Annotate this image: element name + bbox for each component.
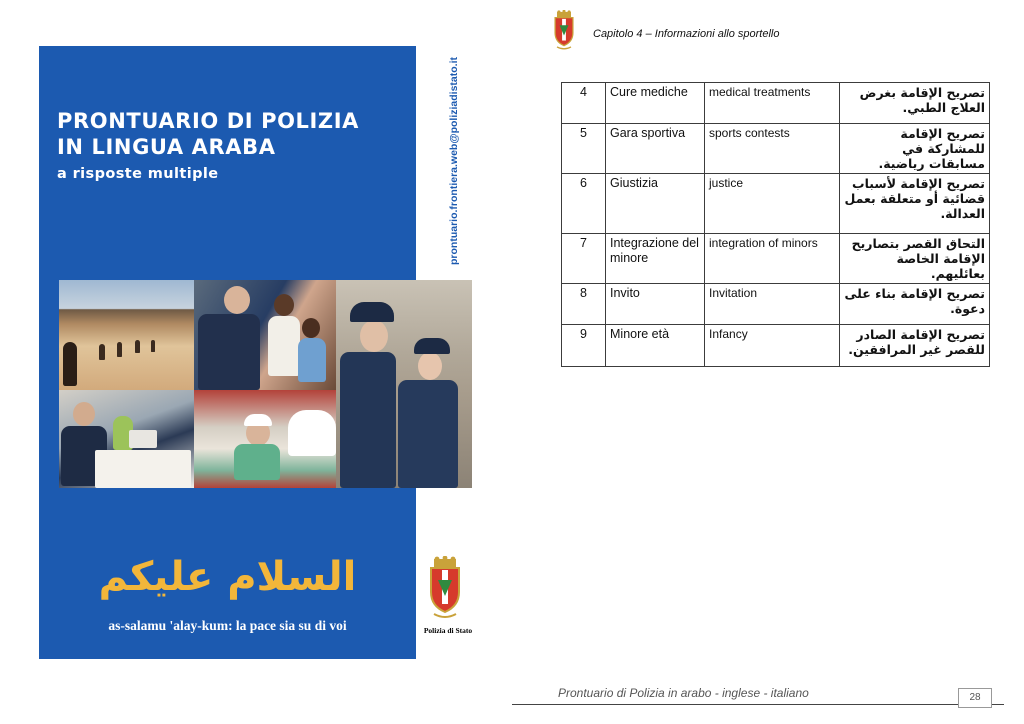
greeting-transliteration: as-salamu 'alay-kum: la pace sia su di voi xyxy=(108,618,347,633)
officer-with-children-photo xyxy=(194,280,336,390)
italian-term: Invito xyxy=(606,284,705,325)
english-term: Invitation xyxy=(705,284,840,325)
row-number: 9 xyxy=(562,325,606,367)
cover-website-link[interactable]: prontuario.frontiera.web@poliziadistato.it xyxy=(448,57,460,265)
arabic-term: التحاق القصر بتصاريح الإقامة الخاصة بعائليهم. xyxy=(840,234,990,284)
row-number: 6 xyxy=(562,174,606,234)
english-term: medical treatments xyxy=(705,83,840,124)
police-officers-photo xyxy=(336,280,472,488)
cover-title xyxy=(57,108,359,160)
polizia-crest-small-icon xyxy=(551,10,577,52)
arabic-term: تصريح الإقامة للمشاركة في مسابقات رياضية. xyxy=(840,124,990,174)
cover-photo-collage xyxy=(59,280,472,488)
table-row xyxy=(562,174,990,234)
arabic-greeting: السلام عليكم xyxy=(98,554,357,600)
english-term: justice xyxy=(705,174,840,234)
cover-title-line: PRONTUARIO DI POLIZIA xyxy=(57,109,360,133)
polizia-crest-icon xyxy=(428,556,462,622)
italian-term: Gara sportiva xyxy=(606,124,705,174)
arabic-term: تصريح الإقامة بغرض العلاج الطبي. xyxy=(840,83,990,124)
children-prayer-photo xyxy=(194,390,336,488)
table-row xyxy=(562,83,990,124)
terms-table xyxy=(561,82,990,367)
police-office-photo xyxy=(59,390,194,488)
english-term: integration of minors xyxy=(705,234,840,284)
website-strip xyxy=(416,46,472,278)
page-footer: Prontuario di Polizia in arabo - inglese - italiano xyxy=(558,686,809,700)
english-term: Infancy xyxy=(705,325,840,367)
arabic-term: تصريح الإقامة لأسباب قضائية أو متعلقة بعمل العدالة. xyxy=(840,174,990,234)
footer-divider xyxy=(512,704,1004,705)
italian-term: Integrazione del minore xyxy=(606,234,705,284)
italian-term: Cure mediche xyxy=(606,83,705,124)
table-row xyxy=(562,124,990,174)
row-number: 4 xyxy=(562,83,606,124)
table-row xyxy=(562,234,990,284)
cover-credit: a cura del Commissario Capo Giuseppe Colasanto, Polizia di Frontiera Ventimiglia xyxy=(71,672,350,681)
row-number: 7 xyxy=(562,234,606,284)
italian-term: Giustizia xyxy=(606,174,705,234)
arabic-term: تصريح الإقامة الصادر للقصر غير المرافقين. xyxy=(840,325,990,367)
cover-subtitle: a risposte multiple xyxy=(57,166,219,182)
table-row xyxy=(562,284,990,325)
desert-migrants-photo xyxy=(59,280,194,390)
table-row xyxy=(562,325,990,367)
english-term: sports contests xyxy=(705,124,840,174)
arabic-term: تصريح الإقامة بناء على دعوة. xyxy=(840,284,990,325)
chapter-header: Capitolo 4 – Informazioni allo sportello xyxy=(593,28,780,40)
page-number: 28 xyxy=(958,688,992,708)
crest-label: Polizia di Stato xyxy=(423,626,473,635)
cover-title-line: IN LINGUA ARABA xyxy=(57,135,276,159)
row-number: 8 xyxy=(562,284,606,325)
italian-term: Minore età xyxy=(606,325,705,367)
row-number: 5 xyxy=(562,124,606,174)
